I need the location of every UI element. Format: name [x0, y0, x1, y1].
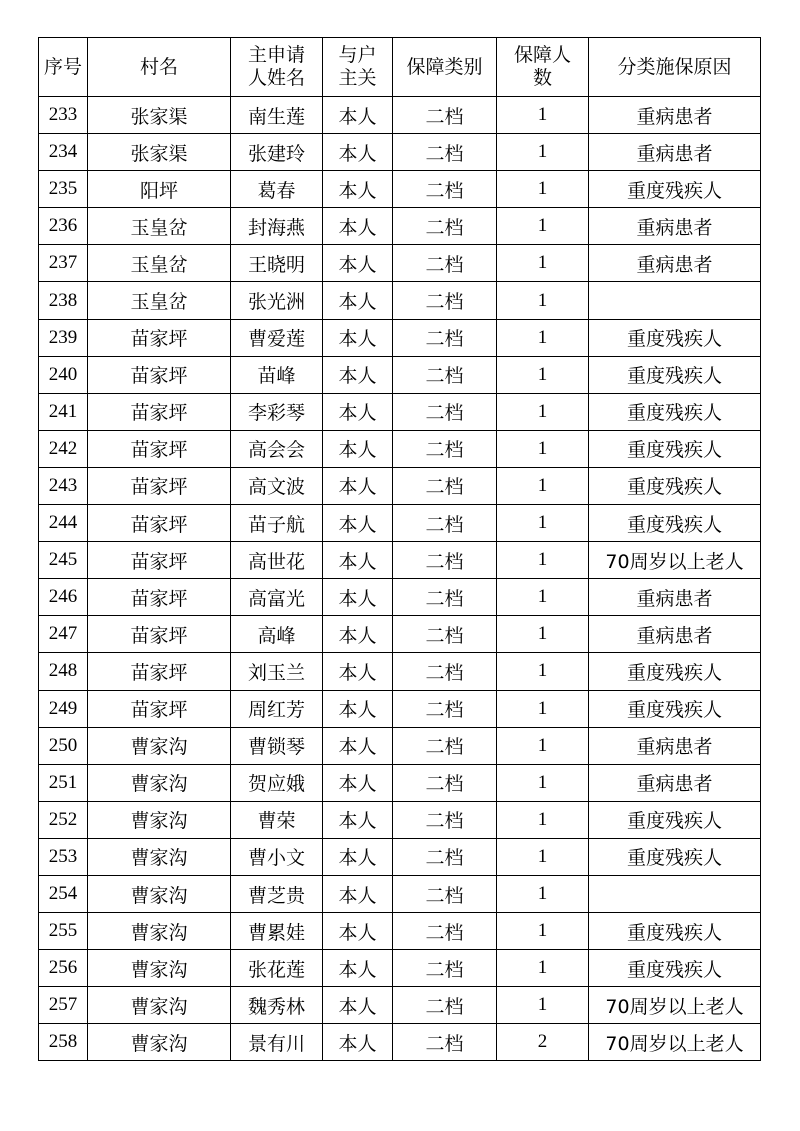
cell-reason: 重度残疾人	[589, 319, 761, 356]
cell-category: 二档	[393, 987, 497, 1024]
cell-seq: 247	[39, 616, 88, 653]
table-row	[39, 616, 761, 653]
cell-seq: 233	[39, 97, 88, 134]
cell-relation: 本人	[323, 134, 393, 171]
cell-applicant-name: 曹芝贵	[231, 875, 323, 912]
cell-category: 二档	[393, 950, 497, 987]
table-row	[39, 467, 761, 504]
cell-count: 1	[497, 987, 589, 1024]
cell-category: 二档	[393, 97, 497, 134]
cell-seq: 257	[39, 987, 88, 1024]
table-row	[39, 245, 761, 282]
cell-applicant-name: 高会会	[231, 430, 323, 467]
cell-category: 二档	[393, 616, 497, 653]
cell-reason: 重病患者	[589, 134, 761, 171]
table-header-row	[39, 38, 761, 97]
table-row	[39, 987, 761, 1024]
cell-applicant-name: 曹累娃	[231, 913, 323, 950]
cell-count: 1	[497, 393, 589, 430]
cell-relation: 本人	[323, 319, 393, 356]
cell-relation: 本人	[323, 1024, 393, 1061]
cell-category: 二档	[393, 801, 497, 838]
table-row	[39, 505, 761, 542]
cell-count: 2	[497, 1024, 589, 1061]
cell-seq: 248	[39, 653, 88, 690]
cell-relation: 本人	[323, 542, 393, 579]
cell-relation: 本人	[323, 505, 393, 542]
table-row	[39, 690, 761, 727]
cell-category: 二档	[393, 208, 497, 245]
cell-applicant-name: 南生莲	[231, 97, 323, 134]
cell-seq: 239	[39, 319, 88, 356]
cell-count: 1	[497, 690, 589, 727]
cell-seq: 238	[39, 282, 88, 319]
cell-village: 曹家沟	[88, 801, 231, 838]
cell-category: 二档	[393, 653, 497, 690]
cell-reason: 重度残疾人	[589, 393, 761, 430]
cell-relation: 本人	[323, 801, 393, 838]
cell-applicant-name: 刘玉兰	[231, 653, 323, 690]
header-count: 保障人 数	[497, 38, 589, 97]
table-row	[39, 875, 761, 912]
cell-applicant-name: 曹小文	[231, 838, 323, 875]
cell-applicant-name: 李彩琴	[231, 393, 323, 430]
cell-applicant-name: 高文波	[231, 467, 323, 504]
cell-category: 二档	[393, 1024, 497, 1061]
cell-seq: 251	[39, 764, 88, 801]
cell-reason: 重度残疾人	[589, 505, 761, 542]
cell-seq: 254	[39, 875, 88, 912]
cell-seq: 250	[39, 727, 88, 764]
cell-relation: 本人	[323, 875, 393, 912]
cell-relation: 本人	[323, 838, 393, 875]
cell-category: 二档	[393, 913, 497, 950]
cell-count: 1	[497, 208, 589, 245]
cell-village: 曹家沟	[88, 727, 231, 764]
cell-count: 1	[497, 875, 589, 912]
cell-applicant-name: 魏秀林	[231, 987, 323, 1024]
cell-reason: 重度残疾人	[589, 801, 761, 838]
cell-applicant-name: 景有川	[231, 1024, 323, 1061]
cell-reason: 重病患者	[589, 208, 761, 245]
cell-reason	[589, 282, 761, 319]
cell-category: 二档	[393, 319, 497, 356]
cell-relation: 本人	[323, 913, 393, 950]
cell-seq: 235	[39, 171, 88, 208]
table-row	[39, 97, 761, 134]
header-village: 村名	[88, 38, 231, 97]
table-row	[39, 134, 761, 171]
cell-village: 苗家坪	[88, 653, 231, 690]
cell-relation: 本人	[323, 764, 393, 801]
header-relation: 与户 主关	[323, 38, 393, 97]
cell-category: 二档	[393, 282, 497, 319]
cell-relation: 本人	[323, 393, 393, 430]
cell-applicant-name: 封海燕	[231, 208, 323, 245]
cell-village: 张家渠	[88, 97, 231, 134]
cell-reason: 重度残疾人	[589, 171, 761, 208]
cell-count: 1	[497, 616, 589, 653]
cell-count: 1	[497, 171, 589, 208]
cell-category: 二档	[393, 690, 497, 727]
cell-applicant-name: 曹爱莲	[231, 319, 323, 356]
cell-reason: 重病患者	[589, 616, 761, 653]
cell-village: 苗家坪	[88, 542, 231, 579]
cell-relation: 本人	[323, 653, 393, 690]
cell-relation: 本人	[323, 245, 393, 282]
header-reason: 分类施保原因	[589, 38, 761, 97]
table-row	[39, 801, 761, 838]
table-row	[39, 282, 761, 319]
table-row	[39, 319, 761, 356]
cell-category: 二档	[393, 727, 497, 764]
cell-count: 1	[497, 801, 589, 838]
cell-seq: 243	[39, 467, 88, 504]
cell-village: 玉皇岔	[88, 208, 231, 245]
cell-applicant-name: 张建玲	[231, 134, 323, 171]
cell-seq: 255	[39, 913, 88, 950]
table-row	[39, 838, 761, 875]
cell-village: 苗家坪	[88, 690, 231, 727]
cell-village: 曹家沟	[88, 1024, 231, 1061]
cell-applicant-name: 王晓明	[231, 245, 323, 282]
cell-seq: 245	[39, 542, 88, 579]
cell-category: 二档	[393, 134, 497, 171]
header-category: 保障类别	[393, 38, 497, 97]
cell-count: 1	[497, 245, 589, 282]
header-seq: 序号	[39, 38, 88, 97]
cell-category: 二档	[393, 764, 497, 801]
cell-category: 二档	[393, 245, 497, 282]
cell-count: 1	[497, 134, 589, 171]
cell-seq: 246	[39, 579, 88, 616]
table-row	[39, 950, 761, 987]
cell-seq: 234	[39, 134, 88, 171]
table-row	[39, 393, 761, 430]
cell-village: 曹家沟	[88, 987, 231, 1024]
cell-relation: 本人	[323, 579, 393, 616]
cell-category: 二档	[393, 467, 497, 504]
cell-applicant-name: 苗峰	[231, 356, 323, 393]
cell-applicant-name: 葛春	[231, 171, 323, 208]
cell-seq: 244	[39, 505, 88, 542]
cell-applicant-name: 周红芳	[231, 690, 323, 727]
cell-count: 1	[497, 838, 589, 875]
cell-reason: 70周岁以上老人	[589, 542, 761, 579]
cell-village: 曹家沟	[88, 875, 231, 912]
cell-village: 曹家沟	[88, 764, 231, 801]
cell-count: 1	[497, 430, 589, 467]
cell-applicant-name: 曹荣	[231, 801, 323, 838]
cell-reason	[589, 875, 761, 912]
cell-village: 曹家沟	[88, 950, 231, 987]
cell-village: 玉皇岔	[88, 245, 231, 282]
table-row	[39, 356, 761, 393]
cell-reason: 重度残疾人	[589, 467, 761, 504]
table-row	[39, 913, 761, 950]
cell-seq: 249	[39, 690, 88, 727]
cell-category: 二档	[393, 356, 497, 393]
cell-village: 苗家坪	[88, 616, 231, 653]
cell-category: 二档	[393, 505, 497, 542]
cell-applicant-name: 苗子航	[231, 505, 323, 542]
cell-applicant-name: 张花莲	[231, 950, 323, 987]
table-row	[39, 542, 761, 579]
cell-seq: 240	[39, 356, 88, 393]
cell-reason: 重度残疾人	[589, 950, 761, 987]
cell-village: 曹家沟	[88, 838, 231, 875]
cell-count: 1	[497, 97, 589, 134]
table-row	[39, 727, 761, 764]
cell-count: 1	[497, 505, 589, 542]
cell-seq: 256	[39, 950, 88, 987]
cell-village: 张家渠	[88, 134, 231, 171]
cell-village: 苗家坪	[88, 430, 231, 467]
table-row	[39, 653, 761, 690]
cell-count: 1	[497, 356, 589, 393]
table-row	[39, 1024, 761, 1061]
cell-relation: 本人	[323, 950, 393, 987]
cell-reason: 重度残疾人	[589, 913, 761, 950]
cell-count: 1	[497, 727, 589, 764]
cell-category: 二档	[393, 579, 497, 616]
cell-category: 二档	[393, 542, 497, 579]
cell-applicant-name: 贺应娥	[231, 764, 323, 801]
assistance-roster-table	[38, 37, 761, 1061]
cell-count: 1	[497, 282, 589, 319]
cell-relation: 本人	[323, 987, 393, 1024]
cell-category: 二档	[393, 875, 497, 912]
cell-category: 二档	[393, 393, 497, 430]
cell-reason: 重病患者	[589, 727, 761, 764]
cell-seq: 241	[39, 393, 88, 430]
cell-count: 1	[497, 950, 589, 987]
cell-relation: 本人	[323, 97, 393, 134]
cell-reason: 重度残疾人	[589, 430, 761, 467]
cell-reason: 重病患者	[589, 245, 761, 282]
header-applicant-name: 主申请 人姓名	[231, 38, 323, 97]
cell-relation: 本人	[323, 356, 393, 393]
cell-relation: 本人	[323, 727, 393, 764]
table-row	[39, 430, 761, 467]
cell-count: 1	[497, 467, 589, 504]
cell-seq: 242	[39, 430, 88, 467]
cell-village: 苗家坪	[88, 319, 231, 356]
cell-relation: 本人	[323, 690, 393, 727]
cell-count: 1	[497, 319, 589, 356]
cell-village: 玉皇岔	[88, 282, 231, 319]
cell-reason: 重度残疾人	[589, 653, 761, 690]
cell-category: 二档	[393, 838, 497, 875]
cell-count: 1	[497, 653, 589, 690]
cell-applicant-name: 高世花	[231, 542, 323, 579]
cell-seq: 252	[39, 801, 88, 838]
cell-relation: 本人	[323, 616, 393, 653]
cell-count: 1	[497, 579, 589, 616]
cell-applicant-name: 曹锁琴	[231, 727, 323, 764]
cell-reason: 重度残疾人	[589, 356, 761, 393]
table-row	[39, 171, 761, 208]
cell-relation: 本人	[323, 208, 393, 245]
cell-category: 二档	[393, 430, 497, 467]
cell-seq: 258	[39, 1024, 88, 1061]
cell-village: 阳坪	[88, 171, 231, 208]
cell-reason: 重病患者	[589, 764, 761, 801]
cell-relation: 本人	[323, 467, 393, 504]
cell-reason: 重度残疾人	[589, 690, 761, 727]
table-row	[39, 208, 761, 245]
cell-village: 苗家坪	[88, 356, 231, 393]
cell-relation: 本人	[323, 171, 393, 208]
cell-reason: 重度残疾人	[589, 838, 761, 875]
cell-count: 1	[497, 764, 589, 801]
cell-relation: 本人	[323, 430, 393, 467]
cell-village: 曹家沟	[88, 913, 231, 950]
cell-village: 苗家坪	[88, 505, 231, 542]
cell-category: 二档	[393, 171, 497, 208]
cell-applicant-name: 张光洲	[231, 282, 323, 319]
cell-village: 苗家坪	[88, 467, 231, 504]
cell-village: 苗家坪	[88, 393, 231, 430]
cell-village: 苗家坪	[88, 579, 231, 616]
cell-seq: 236	[39, 208, 88, 245]
cell-reason: 重病患者	[589, 579, 761, 616]
cell-reason: 70周岁以上老人	[589, 987, 761, 1024]
cell-seq: 253	[39, 838, 88, 875]
cell-relation: 本人	[323, 282, 393, 319]
cell-count: 1	[497, 913, 589, 950]
cell-applicant-name: 高富光	[231, 579, 323, 616]
cell-count: 1	[497, 542, 589, 579]
table-row	[39, 579, 761, 616]
cell-reason: 70周岁以上老人	[589, 1024, 761, 1061]
cell-seq: 237	[39, 245, 88, 282]
cell-applicant-name: 高峰	[231, 616, 323, 653]
table-row	[39, 764, 761, 801]
cell-reason: 重病患者	[589, 97, 761, 134]
table-body	[39, 97, 761, 1061]
